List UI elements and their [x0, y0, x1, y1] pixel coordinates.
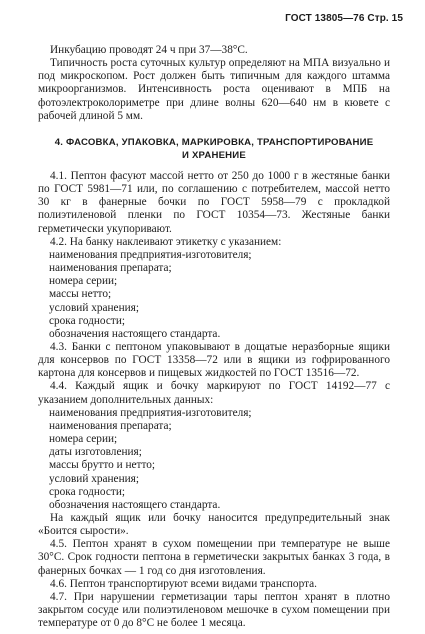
list-item: номера серии;: [49, 275, 118, 288]
paragraph-4-7: 4.7. При нарушении герметизации тары пептон хранят в плотно закрытом сосуде или полиэтиленовом мешочке в сухом помещении при температуре от 0 до 8°С не более 1 месяца.: [38, 590, 390, 630]
list-item: обозначения настоящего стандарта.: [49, 327, 221, 340]
list-item: наименования препарата;: [49, 419, 172, 432]
list-item: условий хранения;: [49, 472, 139, 485]
list-item: срока годности;: [49, 485, 126, 498]
paragraph-4-3: 4.3. Банки с пептоном упаковывают в дощатые неразборные ящики для консервов по ГОСТ 13358—72 или в ящики из гофрированного картона для консервов и пищевых жидкостей по ГОСТ 13516—72.: [38, 340, 390, 380]
list-item: массы брутто и нетто;: [49, 459, 156, 472]
list-item: массы нетто;: [49, 288, 112, 301]
list-item: обозначения настоящего стандарта.: [49, 498, 221, 511]
section-title-line2: И ХРАНЕНИЕ: [182, 149, 246, 161]
section-title-line1: 4. ФАСОВКА, УПАКОВКА, МАРКИРОВКА, ТРАНСПОРТИРОВАНИЕ: [54, 136, 374, 148]
paragraph-4-6: 4.6. Пептон транспортируют всеми видами транспорта.: [50, 577, 317, 590]
paragraph-growth-typicality: Типичность роста суточных культур определяют на МПА визуально и под микроскопом. Рост должен быть типичным для каждого штамма микроорганизмов. Интенсивность роста оценивают в МПБ на фотоэлектроколориметре при длине волны 620—640 нм в кювете с рабочей длиной 5 мм.: [38, 57, 390, 122]
paragraph-warning-sign: На каждый ящик или бочку наносится предупредительный знак «Боится сырости».: [38, 512, 390, 538]
list-item: номера серии;: [49, 433, 118, 446]
paragraph-4-4: 4.4. Каждый ящик и бочку маркируют по ГОСТ 14192—77 с указанием дополнительных данных:: [38, 380, 390, 406]
list-item: даты изготовления;: [49, 446, 142, 459]
list-item: наименования препарата;: [49, 262, 172, 275]
page-header: ГОСТ 13805—76 Стр. 15: [285, 13, 403, 24]
list-item: наименования предприятия-изготовителя;: [49, 248, 252, 261]
list-item: наименования предприятия-изготовителя;: [49, 406, 252, 419]
paragraph-incubation: Инкубацию проводят 24 ч при 37—38°С.: [50, 44, 248, 56]
paragraph-4-1: 4.1. Пептон фасуют массой нетто от 250 до 1000 г в жестяные банки по ГОСТ 5981—71 или, по соглашению с потребителем, массой нетто 30 кг в фанерные бочки по ГОСТ 5958—79 с прокладкой полиэтиленовой пленки по ГОСТ 10354—73. Жестяные банки герметически укупоривают.: [38, 169, 390, 235]
paragraph-4-5: 4.5. Пептон хранят в сухом помещении при температуре не выше 30°С. Срок годности пептона в герметически закрытых банках 3 года, в фанерных бочках — 1 год со дня изготовления.: [38, 538, 390, 577]
list-item: срока годности;: [49, 314, 126, 327]
paragraph-4-2: 4.2. На банку наклеивают этикетку с указанием:: [50, 235, 282, 248]
document-body: [38, 44, 390, 630]
list-item: условий хранения;: [49, 301, 139, 314]
